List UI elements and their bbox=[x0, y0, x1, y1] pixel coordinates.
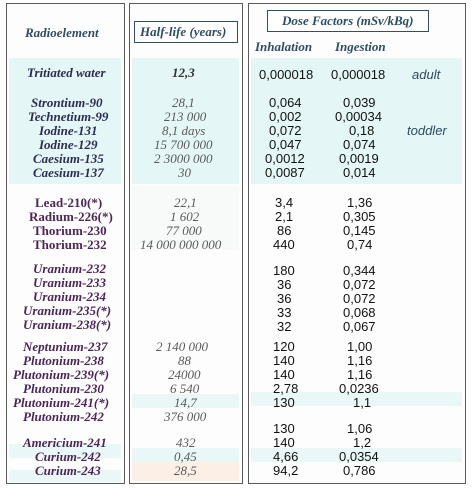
ingestion-value: 0,074 bbox=[343, 137, 376, 152]
half-life-value: 88 bbox=[178, 353, 191, 368]
row-name: Iodine-131 bbox=[39, 123, 98, 138]
ingestion-value: 0,145 bbox=[343, 223, 376, 238]
row-name: Uranium-232 bbox=[33, 261, 106, 276]
ingestion-value: 0,0354 bbox=[339, 449, 379, 464]
half-life-value: 432 bbox=[176, 435, 196, 450]
half-life-value: 30 bbox=[178, 165, 191, 180]
inhalation-value: 0,064 bbox=[269, 95, 302, 110]
inhalation-value: 0,0087 bbox=[265, 165, 305, 180]
half-life-value: 15 700 000 bbox=[154, 137, 213, 152]
row-name: Technetium-99 bbox=[28, 109, 109, 124]
row-name: Lead-210(*) bbox=[35, 195, 103, 210]
inhalation-value: 0,002 bbox=[269, 109, 302, 124]
half-life-value: 28,5 bbox=[174, 463, 197, 478]
row-name: Iodine-129 bbox=[39, 137, 98, 152]
ingestion-value: 0,067 bbox=[343, 319, 376, 334]
half-life-value: 22,1 bbox=[174, 195, 197, 210]
adult-note: adult bbox=[412, 67, 441, 82]
ingestion-value: 0,068 bbox=[343, 305, 376, 320]
row-name: Plutonium-239(*) bbox=[13, 367, 110, 382]
row-name: Curium-242 bbox=[35, 449, 101, 464]
inhalation-value: 120 bbox=[273, 339, 295, 354]
inhalation-value: 3,4 bbox=[275, 195, 294, 210]
row-name: Caesium-135 bbox=[33, 151, 104, 166]
half-life-value: 6 540 bbox=[170, 381, 200, 396]
ingestion-value: 0,0019 bbox=[339, 151, 379, 166]
ingestion-value: 1,16 bbox=[347, 353, 373, 368]
inhalation-value: 4,66 bbox=[273, 449, 299, 464]
inhalation-value: 33 bbox=[277, 305, 292, 320]
row-name: Uranium-233 bbox=[33, 275, 106, 290]
half-life-value: 28,1 bbox=[172, 95, 195, 110]
row-name: Plutonium-242 bbox=[23, 409, 104, 424]
radioelement-header: Radioelement bbox=[25, 25, 99, 40]
inhalation-value: 140 bbox=[273, 435, 295, 450]
row-name: Uranium-238(*) bbox=[23, 317, 112, 332]
half-life-value: 12,3 bbox=[172, 65, 195, 80]
ingestion-value: 0,344 bbox=[343, 263, 376, 278]
half-life-value: 8,1 days bbox=[162, 123, 206, 138]
ingestion-value: 0,072 bbox=[343, 277, 376, 292]
ingestion-value: 1,36 bbox=[347, 195, 373, 210]
inhalation-value: 32 bbox=[277, 319, 292, 334]
inhalation-value: 36 bbox=[277, 291, 292, 306]
ingestion-value: 0,305 bbox=[343, 209, 376, 224]
half-life-value: 77 000 bbox=[166, 223, 202, 238]
ingestion-value: 1,1 bbox=[353, 395, 372, 410]
inhalation-value: 0,000018 bbox=[259, 67, 314, 82]
row-name: Thorium-232 bbox=[33, 237, 107, 252]
half-life-header-box bbox=[134, 21, 238, 43]
half-life-header: Half-life (years) bbox=[140, 24, 227, 39]
ingestion-value: 1,06 bbox=[347, 421, 373, 436]
inhalation-value: 140 bbox=[273, 367, 295, 382]
half-life-value: 14,7 bbox=[174, 395, 197, 410]
inhalation-value: 94,2 bbox=[273, 463, 299, 478]
inhalation-value: 130 bbox=[273, 421, 295, 436]
half-life-value: 2 140 000 bbox=[156, 339, 208, 354]
half-life-value: 213 000 bbox=[164, 109, 207, 124]
dose-factors-header-box bbox=[267, 10, 429, 32]
ingestion-value: 0,00034 bbox=[335, 109, 382, 124]
ingestion-value: 0,000018 bbox=[331, 67, 386, 82]
ingestion-value: 0,039 bbox=[343, 95, 376, 110]
row-name: Strontium-90 bbox=[31, 95, 103, 110]
dose-factors-header: Dose Factors (mSv/kBq) bbox=[282, 13, 414, 28]
row-name: Curium-243 bbox=[35, 463, 101, 478]
half-life-value: 0,45 bbox=[174, 449, 197, 464]
row-name: Radium-226(*) bbox=[29, 209, 113, 224]
inhalation-value: 140 bbox=[273, 353, 295, 368]
half-life-value: 24000 bbox=[168, 367, 201, 382]
ingestion-value: 1,16 bbox=[347, 367, 373, 382]
inhalation-value: 2,78 bbox=[273, 381, 299, 396]
ingestion-value: 0,786 bbox=[343, 463, 376, 478]
row-name: Tritiated water bbox=[27, 65, 106, 80]
inhalation-value: 440 bbox=[273, 237, 295, 252]
inhalation-value: 130 bbox=[273, 395, 295, 410]
inhalation-value: 0,0012 bbox=[265, 151, 305, 166]
inhalation-value: 0,047 bbox=[269, 137, 302, 152]
row-name: Plutonium-230 bbox=[23, 381, 104, 396]
inhalation-value: 0,072 bbox=[269, 123, 302, 138]
ingestion-value: 0,18 bbox=[349, 123, 375, 138]
ingestion-value: 0,014 bbox=[343, 165, 376, 180]
ingestion-value: 0,072 bbox=[343, 291, 376, 306]
inhalation-header: Inhalation bbox=[255, 39, 313, 54]
row-name: Caesium-137 bbox=[33, 165, 104, 180]
half-life-column bbox=[129, 3, 243, 484]
ingestion-value: 1,00 bbox=[347, 339, 373, 354]
inhalation-value: 86 bbox=[277, 223, 292, 238]
row-name: Thorium-230 bbox=[33, 223, 107, 238]
row-name: Plutonium-241(*) bbox=[13, 395, 110, 410]
row-name: Uranium-234 bbox=[33, 289, 106, 304]
half-life-value: 14 000 000 000 bbox=[140, 237, 222, 252]
row-name: Uranium-235(*) bbox=[23, 303, 112, 318]
half-life-value: 376 000 bbox=[164, 409, 207, 424]
row-name: Neptunium-237 bbox=[23, 339, 108, 354]
inhalation-value: 36 bbox=[277, 277, 292, 292]
dose-factors-column bbox=[248, 3, 466, 484]
ingestion-header: Ingestion bbox=[335, 39, 386, 54]
ingestion-value: 0,0236 bbox=[339, 381, 379, 396]
ingestion-value: 0,74 bbox=[347, 237, 373, 252]
half-life-value: 2 3000 000 bbox=[154, 151, 213, 166]
radioelement-column bbox=[6, 3, 125, 484]
row-name: Americium-241 bbox=[23, 435, 107, 450]
toddler-note: toddler bbox=[407, 123, 447, 138]
row-name: Plutonium-238 bbox=[23, 353, 104, 368]
half-life-value: 1 602 bbox=[170, 209, 200, 224]
ingestion-value: 1,2 bbox=[353, 435, 372, 450]
inhalation-value: 2,1 bbox=[275, 209, 294, 224]
inhalation-value: 180 bbox=[273, 263, 295, 278]
